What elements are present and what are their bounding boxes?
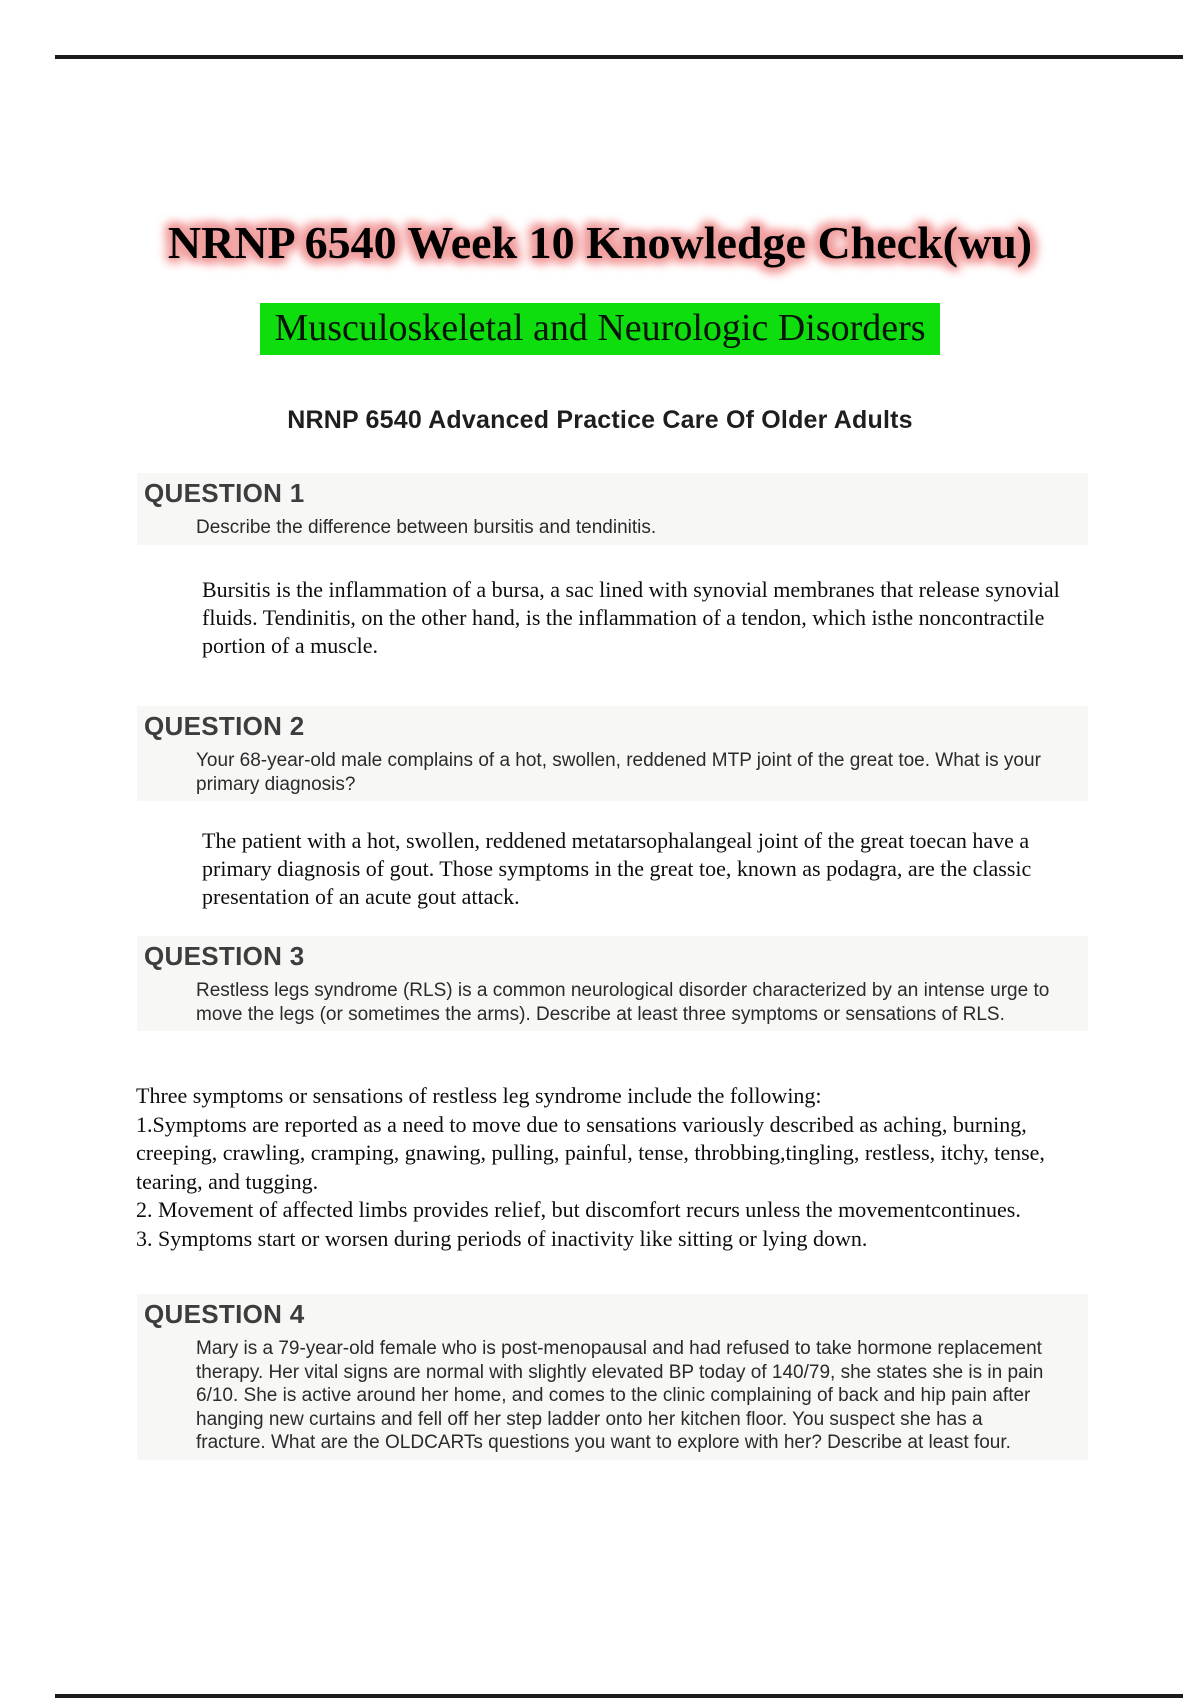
top-rule <box>55 55 1183 59</box>
question-1-text: Describe the difference between bursitis and tendinitis. <box>196 517 657 538</box>
answer-3-item-2: 2. Movement of affected limbs provides relief, but discomfort recurs unless the movementcontinues. <box>136 1197 1021 1222</box>
answer-3-intro: Three symptoms or sensations of restless leg syndrome include the following: <box>136 1083 822 1108</box>
question-2-section <box>137 706 1088 801</box>
question-2-text: Your 68-year-old male complains of a hot, swollen, reddened MTP joint of the great toe. What is your primary diagnosis? <box>196 750 1041 795</box>
question-1-section <box>137 473 1088 545</box>
answer-1-text: Bursitis is the inflammation of a bursa, a sac lined with synovial membranes that release synovial fluids. Tendinitis, on the other hand, is the inflammation of a tendon, which isthe noncontractile portion of a muscle. <box>202 577 1060 658</box>
course-header: NRNP 6540 Advanced Practice Care Of Older Adults <box>287 406 913 434</box>
bottom-rule <box>55 1694 1183 1698</box>
page-title: NRNP 6540 Week 10 Knowledge Check(wu) <box>167 217 1033 268</box>
subtitle-highlight: Musculoskeletal and Neurologic Disorders <box>260 303 939 355</box>
answer-3-text <box>136 1082 1078 1253</box>
question-2-label: QUESTION 2 <box>144 711 305 741</box>
answer-2-text: The patient with a hot, swollen, reddened metatarsophalangeal joint of the great toecan have a primary diagnosis of gout. Those symptoms in the great toe, known as podagra, are the classic presentation of an acute gout attack. <box>202 828 1032 909</box>
question-3-label: QUESTION 3 <box>144 941 305 971</box>
answer-3-item-3: 3. Symptoms start or worsen during periods of inactivity like sitting or lying down. <box>136 1225 868 1251</box>
question-3-text: Restless legs syndrome (RLS) is a common neurological disorder characterized by an intense urge to move the legs (or sometimes the arms). Describe at least three symptoms or sensations of RLS. <box>196 980 1050 1025</box>
question-3-section <box>137 936 1088 1031</box>
subtitle-row <box>0 303 1200 355</box>
question-4-label: QUESTION 4 <box>144 1299 305 1329</box>
question-1-label: QUESTION 1 <box>144 478 305 508</box>
question-4-section <box>137 1294 1088 1460</box>
question-4-text: Mary is a 79-year-old female who is post-menopausal and had refused to take hormone replacement therapy. Her vital signs are normal with slightly elevated BP today of 140/79, she states she is in pain 6/10. She is active around her home, and comes to the clinic complaining of back and hip pain after hanging new curtains and fell off her step ladder onto her kitchen floor. You suspect she has a fracture. What are the OLDCARTs questions you want to explore with her? Describe at least four. <box>196 1338 1044 1453</box>
answer-3-item-1: 1.Symptoms are reported as a need to move due to sensations variously described as aching, burning, creeping, crawling, cramping, gnawing, pulling, painful, tense, throbbing,tingling, restless, itchy, tense, tearing, and tugging. <box>136 1111 1045 1194</box>
